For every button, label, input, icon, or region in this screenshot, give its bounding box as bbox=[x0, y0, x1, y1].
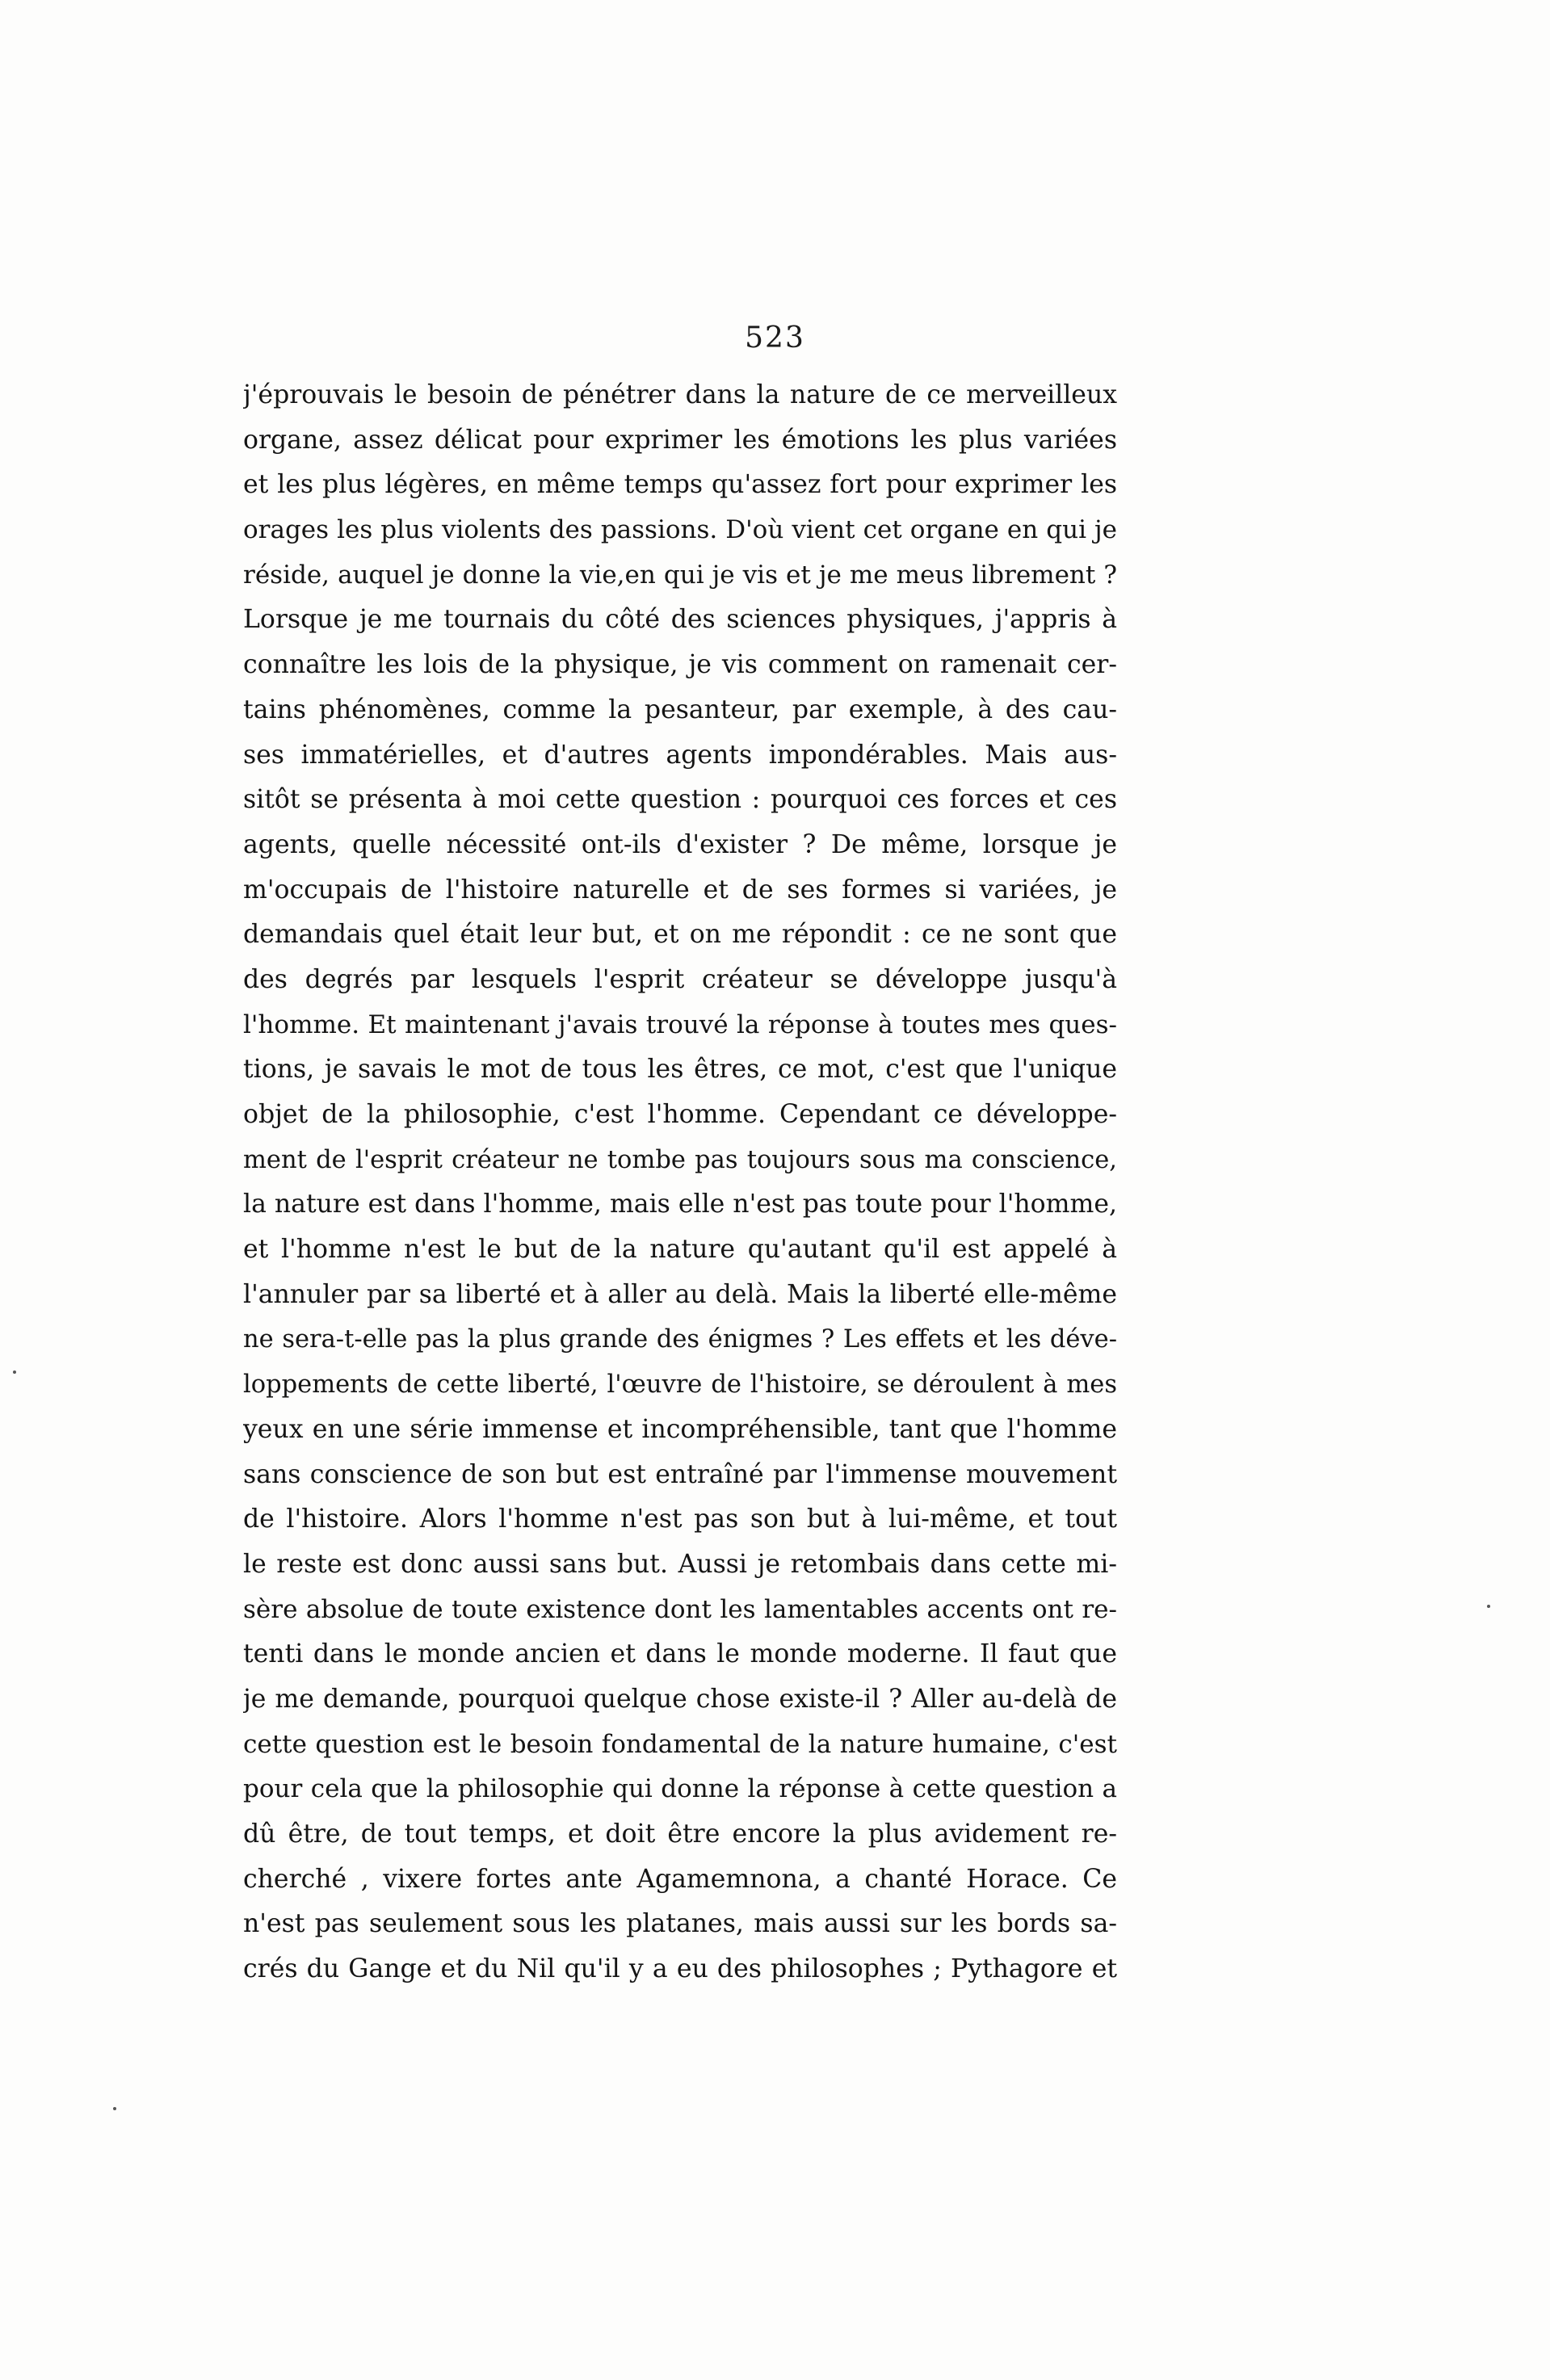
text-line: des degrés par lesquels l'esprit créateur se développe jusqu'à bbox=[243, 964, 1117, 994]
text-line: ne sera-t-elle pas la plus grande des énigmes ? Les effets et les déve- bbox=[243, 1325, 1117, 1354]
text-line: tenti dans le monde ancien et dans le monde moderne. Il faut que bbox=[243, 1639, 1117, 1669]
page-number: 523 bbox=[745, 321, 805, 355]
scan-speck bbox=[13, 1370, 16, 1374]
text-line: le reste est donc aussi sans but. Aussi je retombais dans cette mi- bbox=[243, 1549, 1117, 1579]
text-line: je me demande, pourquoi quelque chose existe-il ? Aller au-delà de bbox=[243, 1684, 1117, 1714]
text-line: l'annuler par sa liberté et à aller au delà. Mais la liberté elle-même bbox=[243, 1279, 1117, 1309]
text-line: pour cela que la philosophie qui donne la réponse à cette question a bbox=[243, 1774, 1117, 1804]
text-line: cette question est le besoin fondamental de la nature humaine, c'est bbox=[243, 1729, 1117, 1759]
text-line: tains phénomènes, comme la pesanteur, par exemple, à des cau- bbox=[243, 695, 1117, 724]
text-line: tions, je savais le mot de tous les êtres, ce mot, c'est que l'unique bbox=[243, 1055, 1117, 1085]
text-line: organe, assez délicat pour exprimer les émotions les plus variées bbox=[243, 425, 1117, 455]
text-line: sans conscience de son but est entraîné par l'immense mouvement bbox=[243, 1459, 1117, 1489]
text-line: Lorsque je me tournais du côté des sciences physiques, j'appris à bbox=[243, 605, 1117, 635]
text-line: ses immatérielles, et d'autres agents impondérables. Mais aus- bbox=[243, 740, 1117, 770]
text-line: connaître les lois de la physique, je vis comment on ramenait cer- bbox=[243, 650, 1117, 680]
text-line: cherché , vixere fortes ante Agamemnona, a chanté Horace. Ce bbox=[243, 1864, 1117, 1894]
text-line: sère absolue de toute existence dont les lamentables accents ont re- bbox=[243, 1594, 1117, 1624]
body-text bbox=[243, 373, 1117, 1992]
text-line: demandais quel était leur but, et on me répondit : ce ne sont que bbox=[243, 920, 1117, 950]
text-line: de l'histoire. Alors l'homme n'est pas son but à lui-même, et tout bbox=[243, 1505, 1117, 1534]
text-line: sitôt se présenta à moi cette question : pourquoi ces forces et ces bbox=[243, 785, 1117, 815]
scan-speck bbox=[113, 2107, 116, 2110]
text-line: ment de l'esprit créateur ne tombe pas toujours sous ma conscience, bbox=[243, 1145, 1117, 1174]
text-line: dû être, de tout temps, et doit être encore la plus avidement re- bbox=[243, 1820, 1117, 1849]
text-line: objet de la philosophie, c'est l'homme. Cependant ce développe- bbox=[243, 1100, 1117, 1129]
text-line: et l'homme n'est le but de la nature qu'autant qu'il est appelé à bbox=[243, 1235, 1117, 1265]
text-line: agents, quelle nécessité ont-ils d'exister ? De même, lorsque je bbox=[243, 829, 1117, 859]
text-line: j'éprouvais le besoin de pénétrer dans la nature de ce merveilleux bbox=[243, 380, 1117, 409]
text-line: crés du Gange et du Nil qu'il y a eu des philosophes ; Pythagore et bbox=[243, 1954, 1117, 1984]
text-line: m'occupais de l'histoire naturelle et de ses formes si variées, je bbox=[243, 875, 1117, 905]
text-line: n'est pas seulement sous les platanes, mais aussi sur les bords sa- bbox=[243, 1909, 1117, 1939]
text-line: yeux en une série immense et incompréhensible, tant que l'homme bbox=[243, 1414, 1117, 1444]
text-line: et les plus légères, en même temps qu'assez fort pour exprimer les bbox=[243, 470, 1117, 500]
text-line: orages les plus violents des passions. D'où vient cet organe en qui je bbox=[243, 515, 1117, 545]
text-line: loppements de cette liberté, l'œuvre de l'histoire, se déroulent à mes bbox=[243, 1370, 1117, 1400]
scan-speck bbox=[1487, 1605, 1490, 1608]
text-line: réside, auquel je donne la vie,en qui je vis et je me meus librement ? bbox=[243, 560, 1117, 590]
text-line: l'homme. Et maintenant j'avais trouvé la réponse à toutes mes ques- bbox=[243, 1010, 1117, 1039]
text-line: la nature est dans l'homme, mais elle n'est pas toute pour l'homme, bbox=[243, 1190, 1117, 1219]
